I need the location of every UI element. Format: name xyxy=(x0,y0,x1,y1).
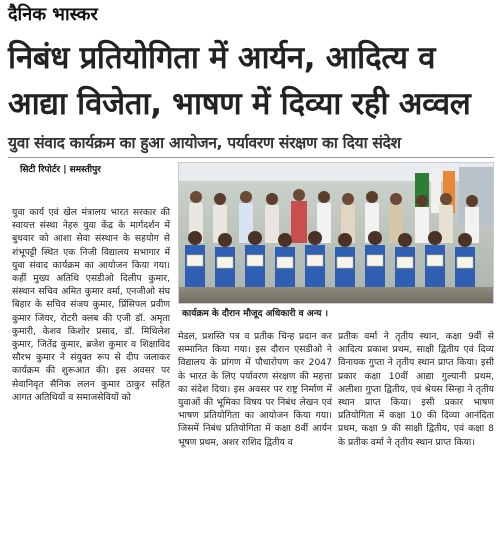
byline: सिटी रिपोर्टर | समस्तीपुर xyxy=(20,165,101,175)
headline-line-2: आद्या विजेता, भाषण में दिव्या रही अव्वल xyxy=(8,86,471,122)
newspaper-masthead: दैनिक भास्कर xyxy=(8,4,98,25)
photo-caption: कार्यक्रम के दौरान मौजूद अधिकारी व अन्य । xyxy=(182,309,329,319)
subheadline: युवा संवाद कार्यक्रम का हुआ आयोजन, पर्यावरण संरक्षण का दिया संदेश xyxy=(8,134,401,152)
subheadline-rule xyxy=(8,157,494,158)
article-column-3 xyxy=(338,330,494,536)
headline-line-1: निबंध प्रतियोगिता में आर्यन, आदित्य व xyxy=(8,40,436,76)
article-column-1 xyxy=(12,206,170,536)
article-paragraph: युवा कार्य एवं खेल मंत्रालय भारत सरकार की स्वायत्त संस्था नेहरु युवा केंद्र के मार्गदर्शन में बुधवार को आशा सेवा संस्थान के सहयोग से शंभूपट्टी स्थित एक निजी विद्यालय सभागार में युवा संवाद कार्यक्रम का आयोजन किया गया। कहीं मुख्य अतिथि एसडीओ दिलीप कुमार, संस्थान सचिव अमित कुमार वर्मा, एनजीओ संघ बिहार के सचिव संजय कुमार, प्रिंसिपल प्रवीण कुमार जियर, रोटरी क्लब की एजी डॉ. अमृता कुमारी, केशव किशोर प्रसाद, डॉ. मिथिलेश कुमार, जितेंद्र कुमार, ब्रजेश कुमार व शिक्षाविद सौरभ कुमार ने संयुक्त रूप से दीप जलाकर कार्यक्रम की शुरूआत की। इस अवसर पर सेवानिवृत सैनिक ललन कुमार ठाकुर सहित आगत अतिथियों व समाजसेवियों को xyxy=(12,207,170,403)
article-paragraph: मेडल, प्रशस्ति पत्र व प्रतीक चिन्ह प्रदान कर सम्मानित किया गया। इस दौरान एसडीओ ने विद्यालय के प्रांगण में पौधारोपण कर 2047 के भारत के लिए पर्यावरण संरक्षण की महत्ता का संदेश दिया। इस अवसर पर राष्ट्र निर्माण में युवाओं की भूमिका विषय पर निबंध लेखन एवं भाषण प्रतियोगिता का आयोजन किया गया। जिसमें निबंध प्रतियोगिता में कक्षा 8वीं आर्यन भूषण प्रथम, अशर राशिद द्वितीय व xyxy=(178,331,332,448)
article-paragraph: प्रतीक वर्मा ने तृतीय स्थान, कक्षा 9वीं से आदित्य प्रकाश प्रथम, साक्षी द्वितीय एवं दिव्य विनायक गुप्ता ने तृतीय स्थान प्राप्त किया। इसी प्रकार कक्षा 10वीं आद्या गुल्यानी प्रथम, अलीशा गुप्ता द्वितीय, एवं श्रेयस सिन्हा ने तृतीय स्थान प्राप्त किया। इसी प्रकार भाषण प्रतियोगिता में कक्षा 10 की दिव्या आनंदिता प्रथम, कक्षा 9 की साक्षी द्वितीय, एवं कक्षा 8 के प्रतीक वर्मा ने तृतीय स्थान प्राप्त किया। xyxy=(338,331,494,448)
news-photo xyxy=(178,162,494,304)
photo-illustration xyxy=(179,163,494,304)
article-column-2 xyxy=(178,330,332,536)
